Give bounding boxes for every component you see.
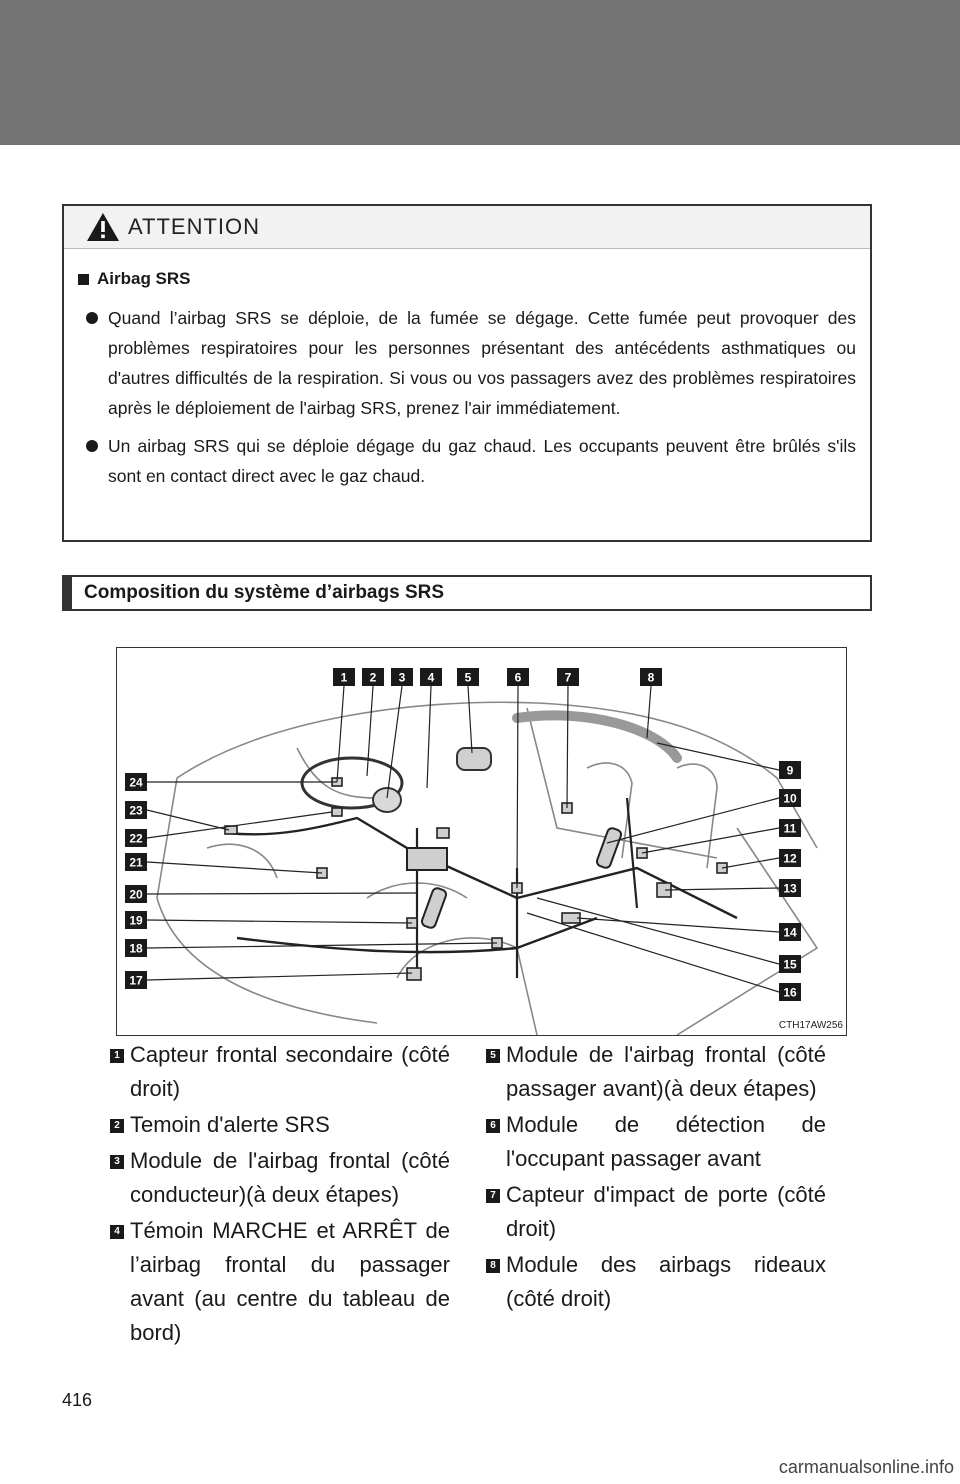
svg-text:19: 19 [129,913,143,928]
legend-text: Témoin MARCHE et ARRÊT de l’airbag frontal du passager avant (au centre du tableau de bord) [130,1218,450,1345]
legend-item [110,1214,450,1350]
callout-4 [420,668,442,686]
legend-text: Capteur frontal secondaire (côté droit) [130,1042,450,1101]
page-number: 416 [62,1390,93,1410]
callout-10 [779,789,801,807]
legend-item [110,1038,450,1106]
leader-line [468,686,472,753]
svg-text:22: 22 [129,831,143,846]
legend-number: 4 [110,1225,124,1239]
airbag-diagram-figure [117,648,846,1035]
callout-15 [779,955,801,973]
legend-left [110,1038,450,1352]
svg-text:1: 1 [340,670,348,685]
attention-title: ATTENTION [128,214,261,239]
callout-7 [557,668,579,686]
warning-triangle-icon [86,212,120,242]
legend-item [486,1038,826,1106]
section-title-text: Composition du système d’airbags SRS [84,582,445,603]
legend-item [110,1144,450,1212]
leader-line [147,973,412,980]
callout-21 [125,853,147,871]
legend-text: Capteur d'impact de porte (côté droit) [506,1182,826,1241]
callout-16 [779,983,801,1001]
passenger-airbag-module [457,748,491,770]
svg-text:17: 17 [129,973,143,988]
svg-text:7: 7 [564,670,572,685]
attention-header [64,206,870,249]
callout-9 [779,761,801,779]
svg-text:6: 6 [514,670,522,685]
diagram-code: CTH17AW256 [778,1020,843,1031]
callout-6 [507,668,529,686]
legend-right [486,1038,826,1318]
callout-11 [779,819,801,837]
leader-line [147,920,412,923]
svg-text:11: 11 [783,821,797,836]
callout-17 [125,971,147,989]
legend-item [486,1108,826,1176]
leader-line [147,810,229,830]
legend-item [486,1178,826,1246]
leader-line [147,862,322,873]
callout-13 [779,879,801,897]
attention-subtitle-text: Airbag SRS [97,269,191,288]
top-band [0,0,960,145]
square-bullet-icon [78,274,89,285]
leader-line [367,686,373,776]
legend-item [486,1248,826,1316]
round-bullet-icon [86,440,98,452]
svg-text:5: 5 [464,670,472,685]
leader-line [337,686,344,782]
leader-line [527,913,779,992]
callout-14 [779,923,801,941]
leader-line [642,828,779,853]
legend-text: Module de l'airbag frontal (côté passager avant)(à deux étapes) [506,1042,826,1101]
leader-line [387,686,402,798]
legend-number: 5 [486,1049,500,1063]
leader-line [427,686,431,788]
callout-3 [391,668,413,686]
leader-line [722,858,779,868]
legend-number: 1 [110,1049,124,1063]
airbag-diagram [116,647,847,1036]
callout-19 [125,911,147,929]
callout-22 [125,829,147,847]
svg-text:16: 16 [783,985,797,1000]
svg-text:15: 15 [783,957,797,972]
legend-number: 3 [110,1155,124,1169]
callout-1 [333,668,355,686]
leader-lines [147,686,779,992]
attention-bullet-text: Un airbag SRS qui se déploie dégage du gaz chaud. Les occupants peuvent être brûlés s'ils sont en contact direct avec le gaz chaud. [108,436,856,486]
legend-number: 8 [486,1259,500,1273]
attention-bullet [78,303,856,423]
side-airbag-right [596,827,623,869]
attention-body [64,249,870,491]
wiring-harness [227,818,737,918]
airbag-ecu [407,848,447,870]
legend-item [110,1108,450,1142]
legend-text: Module des airbags rideaux (côté droit) [506,1252,826,1311]
leader-line [665,888,779,890]
legend-text: Temoin d'alerte SRS [130,1112,330,1137]
attention-bullet [78,431,856,491]
side-airbag-left [421,887,448,929]
attention-subtitle [78,269,856,289]
leader-line [577,918,779,932]
svg-text:18: 18 [129,941,143,956]
round-bullet-icon [86,312,98,324]
attention-bullet-text: Quand l’airbag SRS se déploie, de la fumée se dégage. Cette fumée peut provoquer des problèmes respiratoires pour les personnes présentant des antécédents asthmatiques ou d'autres difficultés de la respiration. Si vous ou vos passagers avez des problèmes respiratoires après le déploiement de l'airbag SRS, prenez l'air immédiatement. [108,308,856,418]
legend-number: 2 [110,1119,124,1133]
callout-5 [457,668,479,686]
leader-line [607,798,779,843]
leader-line [147,893,417,894]
svg-text:14: 14 [783,925,797,940]
steering-wheel [302,758,402,812]
svg-text:3: 3 [398,670,406,685]
callout-8 [640,668,662,686]
svg-text:10: 10 [783,791,797,806]
callout-24 [125,773,147,791]
svg-text:20: 20 [129,887,143,902]
svg-text:21: 21 [129,855,143,870]
svg-text:2: 2 [369,670,377,685]
curtain-airbag-tube [517,715,677,758]
svg-text:24: 24 [129,775,143,790]
svg-text:13: 13 [783,881,797,896]
legend-number: 7 [486,1189,500,1203]
svg-text:9: 9 [786,763,794,778]
svg-text:4: 4 [427,670,435,685]
callout-12 [779,849,801,867]
section-title [62,575,872,611]
svg-text:23: 23 [129,803,143,818]
attention-box [62,204,872,542]
callout-2 [362,668,384,686]
callout-18 [125,939,147,957]
callout-23 [125,801,147,819]
svg-text:8: 8 [647,670,655,685]
legend-number: 6 [486,1119,500,1133]
callout-20 [125,885,147,903]
legend-text: Module de l'airbag frontal (côté conducteur)(à deux étapes) [130,1148,450,1207]
svg-text:12: 12 [783,851,797,866]
watermark: carmanualsonline.info [778,1457,954,1477]
legend-text: Module de détection de l'occupant passager avant [506,1112,826,1171]
